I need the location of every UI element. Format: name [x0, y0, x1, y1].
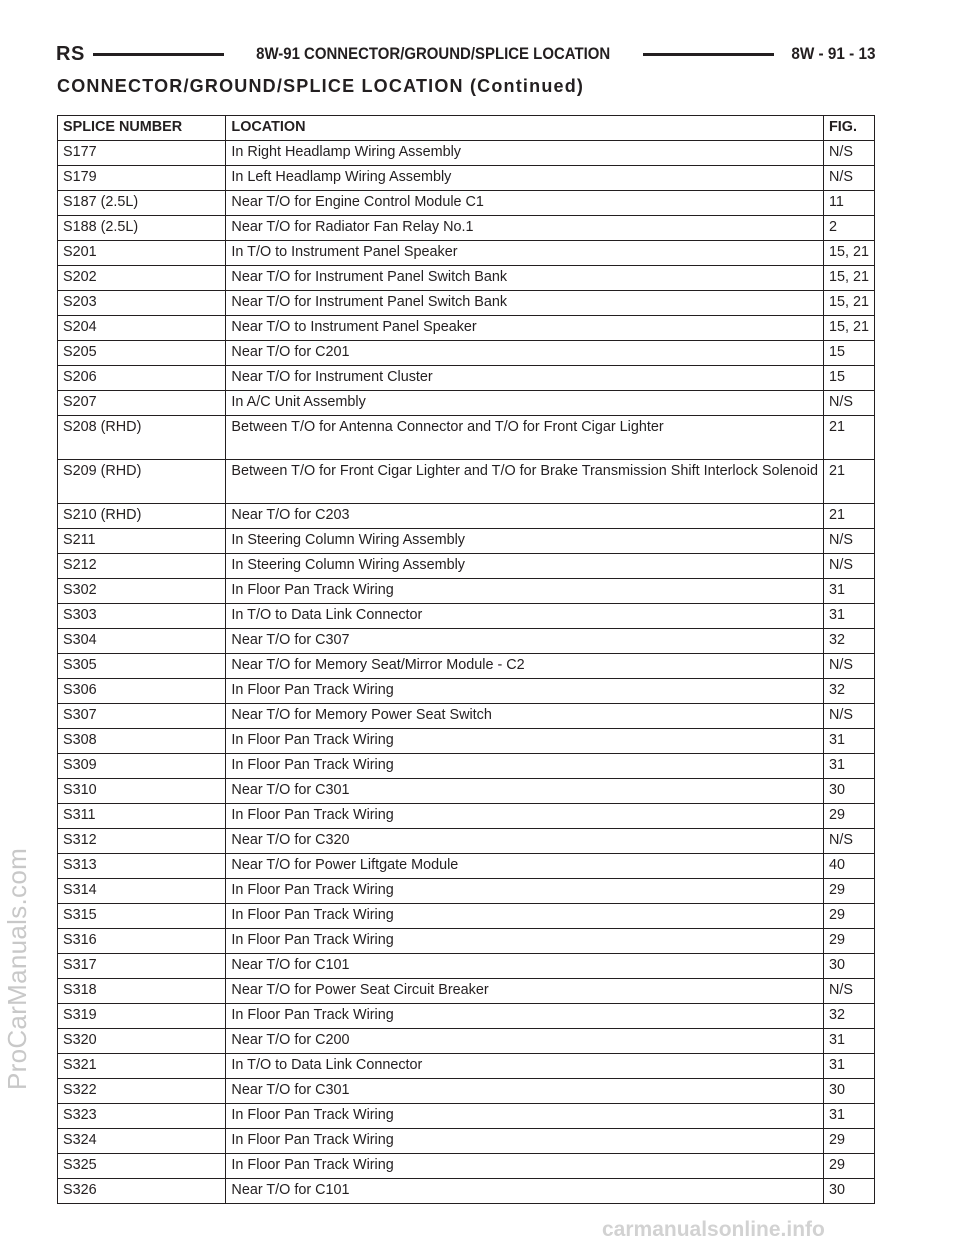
cell-splice-number: S311: [58, 804, 226, 829]
cell-location: Near T/O for C203: [226, 504, 824, 529]
table-row: [58, 291, 875, 316]
table-row: [58, 654, 875, 679]
cell-location: Near T/O for Instrument Panel Switch Bank: [226, 266, 824, 291]
table-row: [58, 416, 875, 460]
cell-fig: N/S: [823, 829, 874, 854]
cell-splice-number: S317: [58, 954, 226, 979]
page-header: [56, 42, 876, 66]
table-row: [58, 460, 875, 504]
cell-location: Near T/O for C320: [226, 829, 824, 854]
table-row: [58, 754, 875, 779]
cell-location: In Floor Pan Track Wiring: [226, 904, 824, 929]
cell-fig: 31: [823, 754, 874, 779]
table-row: [58, 879, 875, 904]
table-row: [58, 141, 875, 166]
cell-fig: N/S: [823, 529, 874, 554]
cell-location: In Left Headlamp Wiring Assembly: [226, 166, 824, 191]
cell-location: In Floor Pan Track Wiring: [226, 1004, 824, 1029]
table-row: [58, 779, 875, 804]
cell-splice-number: S310: [58, 779, 226, 804]
cell-location: Near T/O for C301: [226, 779, 824, 804]
table-row: [58, 829, 875, 854]
table-row: [58, 854, 875, 879]
cell-fig: 11: [823, 191, 874, 216]
table-row: [58, 366, 875, 391]
table-row: [58, 1079, 875, 1104]
table-row: [58, 1129, 875, 1154]
cell-location: Between T/O for Front Cigar Lighter and T/O for Brake Transmission Shift Interlock Solenoid: [226, 460, 824, 504]
cell-fig: N/S: [823, 141, 874, 166]
cell-location: Near T/O for C101: [226, 954, 824, 979]
cell-location: In Floor Pan Track Wiring: [226, 729, 824, 754]
cell-splice-number: S324: [58, 1129, 226, 1154]
table-row: [58, 1179, 875, 1204]
cell-splice-number: S320: [58, 1029, 226, 1054]
cell-splice-number: S321: [58, 1054, 226, 1079]
cell-location: In Floor Pan Track Wiring: [226, 929, 824, 954]
table-row: [58, 679, 875, 704]
table-row: [58, 904, 875, 929]
cell-location: Near T/O for C200: [226, 1029, 824, 1054]
cell-location: In A/C Unit Assembly: [226, 391, 824, 416]
cell-splice-number: S202: [58, 266, 226, 291]
cell-location: Near T/O for Radiator Fan Relay No.1: [226, 216, 824, 241]
cell-fig: 30: [823, 954, 874, 979]
cell-location: Near T/O for C301: [226, 1079, 824, 1104]
table-row: [58, 191, 875, 216]
cell-location: In Right Headlamp Wiring Assembly: [226, 141, 824, 166]
section-title: CONNECTOR/GROUND/SPLICE LOCATION (Continued): [57, 76, 585, 96]
column-header-fig: FIG.: [823, 116, 874, 141]
cell-fig: 21: [823, 504, 874, 529]
table-row: [58, 341, 875, 366]
table-row: [58, 929, 875, 954]
column-header-splice-number: SPLICE NUMBER: [58, 116, 226, 141]
cell-splice-number: S325: [58, 1154, 226, 1179]
table-row: [58, 1054, 875, 1079]
cell-fig: 15, 21: [823, 291, 874, 316]
cell-splice-number: S315: [58, 904, 226, 929]
cell-fig: N/S: [823, 166, 874, 191]
cell-location: In T/O to Data Link Connector: [226, 604, 824, 629]
table-row: [58, 579, 875, 604]
cell-location: Near T/O to Instrument Panel Speaker: [226, 316, 824, 341]
cell-fig: 32: [823, 679, 874, 704]
table-row: [58, 729, 875, 754]
cell-splice-number: S204: [58, 316, 226, 341]
table-row: [58, 529, 875, 554]
cell-splice-number: S206: [58, 366, 226, 391]
cell-fig: N/S: [823, 391, 874, 416]
header-title: 8W-91 CONNECTOR/GROUND/SPLICE LOCATION: [256, 44, 611, 63]
cell-fig: 31: [823, 1029, 874, 1054]
cell-location: Near T/O for Power Liftgate Module: [226, 854, 824, 879]
cell-splice-number: S201: [58, 241, 226, 266]
cell-fig: 29: [823, 804, 874, 829]
cell-fig: 15, 21: [823, 241, 874, 266]
cell-location: In Floor Pan Track Wiring: [226, 1154, 824, 1179]
cell-location: Near T/O for Power Seat Circuit Breaker: [226, 979, 824, 1004]
cell-location: Near T/O for Instrument Cluster: [226, 366, 824, 391]
cell-location: Near T/O for C307: [226, 629, 824, 654]
table-row: [58, 1004, 875, 1029]
table-row: [58, 804, 875, 829]
cell-splice-number: S323: [58, 1104, 226, 1129]
cell-fig: 30: [823, 779, 874, 804]
cell-fig: 15, 21: [823, 316, 874, 341]
cell-splice-number: S326: [58, 1179, 226, 1204]
cell-splice-number: S319: [58, 1004, 226, 1029]
splice-location-table: [57, 115, 875, 1204]
cell-fig: 29: [823, 1129, 874, 1154]
table-row: [58, 1104, 875, 1129]
cell-fig: 29: [823, 1154, 874, 1179]
cell-splice-number: S188 (2.5L): [58, 216, 226, 241]
cell-splice-number: S314: [58, 879, 226, 904]
cell-fig: 31: [823, 729, 874, 754]
table-row: [58, 604, 875, 629]
cell-fig: 31: [823, 1054, 874, 1079]
cell-location: Near T/O for C101: [226, 1179, 824, 1204]
cell-splice-number: S307: [58, 704, 226, 729]
table-row: [58, 954, 875, 979]
cell-splice-number: S308: [58, 729, 226, 754]
cell-fig: 15: [823, 366, 874, 391]
cell-fig: 21: [823, 460, 874, 504]
table-body: [58, 141, 875, 1204]
cell-splice-number: S318: [58, 979, 226, 1004]
table-row: [58, 629, 875, 654]
cell-location: In Floor Pan Track Wiring: [226, 679, 824, 704]
table-row: [58, 266, 875, 291]
cell-fig: 30: [823, 1179, 874, 1204]
cell-fig: N/S: [823, 979, 874, 1004]
table-header-row: [58, 116, 875, 141]
cell-fig: 32: [823, 1004, 874, 1029]
cell-splice-number: S303: [58, 604, 226, 629]
cell-splice-number: S304: [58, 629, 226, 654]
cell-splice-number: S316: [58, 929, 226, 954]
cell-location: In Steering Column Wiring Assembly: [226, 529, 824, 554]
cell-fig: N/S: [823, 554, 874, 579]
cell-location: In T/O to Data Link Connector: [226, 1054, 824, 1079]
cell-location: In Floor Pan Track Wiring: [226, 1129, 824, 1154]
cell-splice-number: S187 (2.5L): [58, 191, 226, 216]
cell-location: Near T/O for Memory Seat/Mirror Module - C2: [226, 654, 824, 679]
cell-fig: 40: [823, 854, 874, 879]
cell-fig: 2: [823, 216, 874, 241]
cell-location: In Floor Pan Track Wiring: [226, 804, 824, 829]
cell-location: In Floor Pan Track Wiring: [226, 1104, 824, 1129]
cell-fig: 29: [823, 929, 874, 954]
cell-fig: 31: [823, 604, 874, 629]
cell-fig: 21: [823, 416, 874, 460]
cell-splice-number: S207: [58, 391, 226, 416]
cell-fig: 15: [823, 341, 874, 366]
cell-splice-number: S205: [58, 341, 226, 366]
cell-fig: N/S: [823, 654, 874, 679]
cell-splice-number: S305: [58, 654, 226, 679]
header-rule-right: [643, 53, 775, 56]
cell-fig: 31: [823, 579, 874, 604]
table-row: [58, 704, 875, 729]
cell-location: Near T/O for Memory Power Seat Switch: [226, 704, 824, 729]
table-row: [58, 241, 875, 266]
header-section-code: RS: [56, 42, 85, 65]
cell-splice-number: S306: [58, 679, 226, 704]
cell-fig: 32: [823, 629, 874, 654]
cell-splice-number: S177: [58, 141, 226, 166]
table-row: [58, 166, 875, 191]
cell-location: In Floor Pan Track Wiring: [226, 754, 824, 779]
cell-location: Near T/O for C201: [226, 341, 824, 366]
cell-location: Near T/O for Instrument Panel Switch Bank: [226, 291, 824, 316]
side-watermark-text: ProCarManuals.com: [2, 847, 32, 1090]
cell-splice-number: S210 (RHD): [58, 504, 226, 529]
cell-splice-number: S208 (RHD): [58, 416, 226, 460]
cell-fig: 31: [823, 1104, 874, 1129]
table-row: [58, 391, 875, 416]
table-row: [58, 1154, 875, 1179]
column-header-location: LOCATION: [226, 116, 824, 141]
cell-splice-number: S211: [58, 529, 226, 554]
cell-splice-number: S322: [58, 1079, 226, 1104]
cell-fig: 29: [823, 904, 874, 929]
cell-location: In T/O to Instrument Panel Speaker: [226, 241, 824, 266]
cell-splice-number: S203: [58, 291, 226, 316]
table-row: [58, 504, 875, 529]
bottom-watermark: carmanualsonline.info: [602, 1218, 825, 1241]
cell-fig: 15, 21: [823, 266, 874, 291]
cell-fig: N/S: [823, 704, 874, 729]
cell-splice-number: S309: [58, 754, 226, 779]
table-row: [58, 554, 875, 579]
cell-splice-number: S302: [58, 579, 226, 604]
cell-splice-number: S212: [58, 554, 226, 579]
cell-location: Between T/O for Antenna Connector and T/O for Front Cigar Lighter: [226, 416, 824, 460]
header-rule-left: [93, 53, 225, 56]
cell-fig: 30: [823, 1079, 874, 1104]
cell-fig: 29: [823, 879, 874, 904]
table-row: [58, 216, 875, 241]
cell-splice-number: S312: [58, 829, 226, 854]
cell-splice-number: S209 (RHD): [58, 460, 226, 504]
cell-location: In Steering Column Wiring Assembly: [226, 554, 824, 579]
table-row: [58, 1029, 875, 1054]
table-row: [58, 979, 875, 1004]
cell-location: Near T/O for Engine Control Module C1: [226, 191, 824, 216]
header-page-number: 8W - 91 - 13: [791, 44, 876, 63]
cell-location: In Floor Pan Track Wiring: [226, 879, 824, 904]
cell-splice-number: S179: [58, 166, 226, 191]
cell-location: In Floor Pan Track Wiring: [226, 579, 824, 604]
table-row: [58, 316, 875, 341]
cell-splice-number: S313: [58, 854, 226, 879]
